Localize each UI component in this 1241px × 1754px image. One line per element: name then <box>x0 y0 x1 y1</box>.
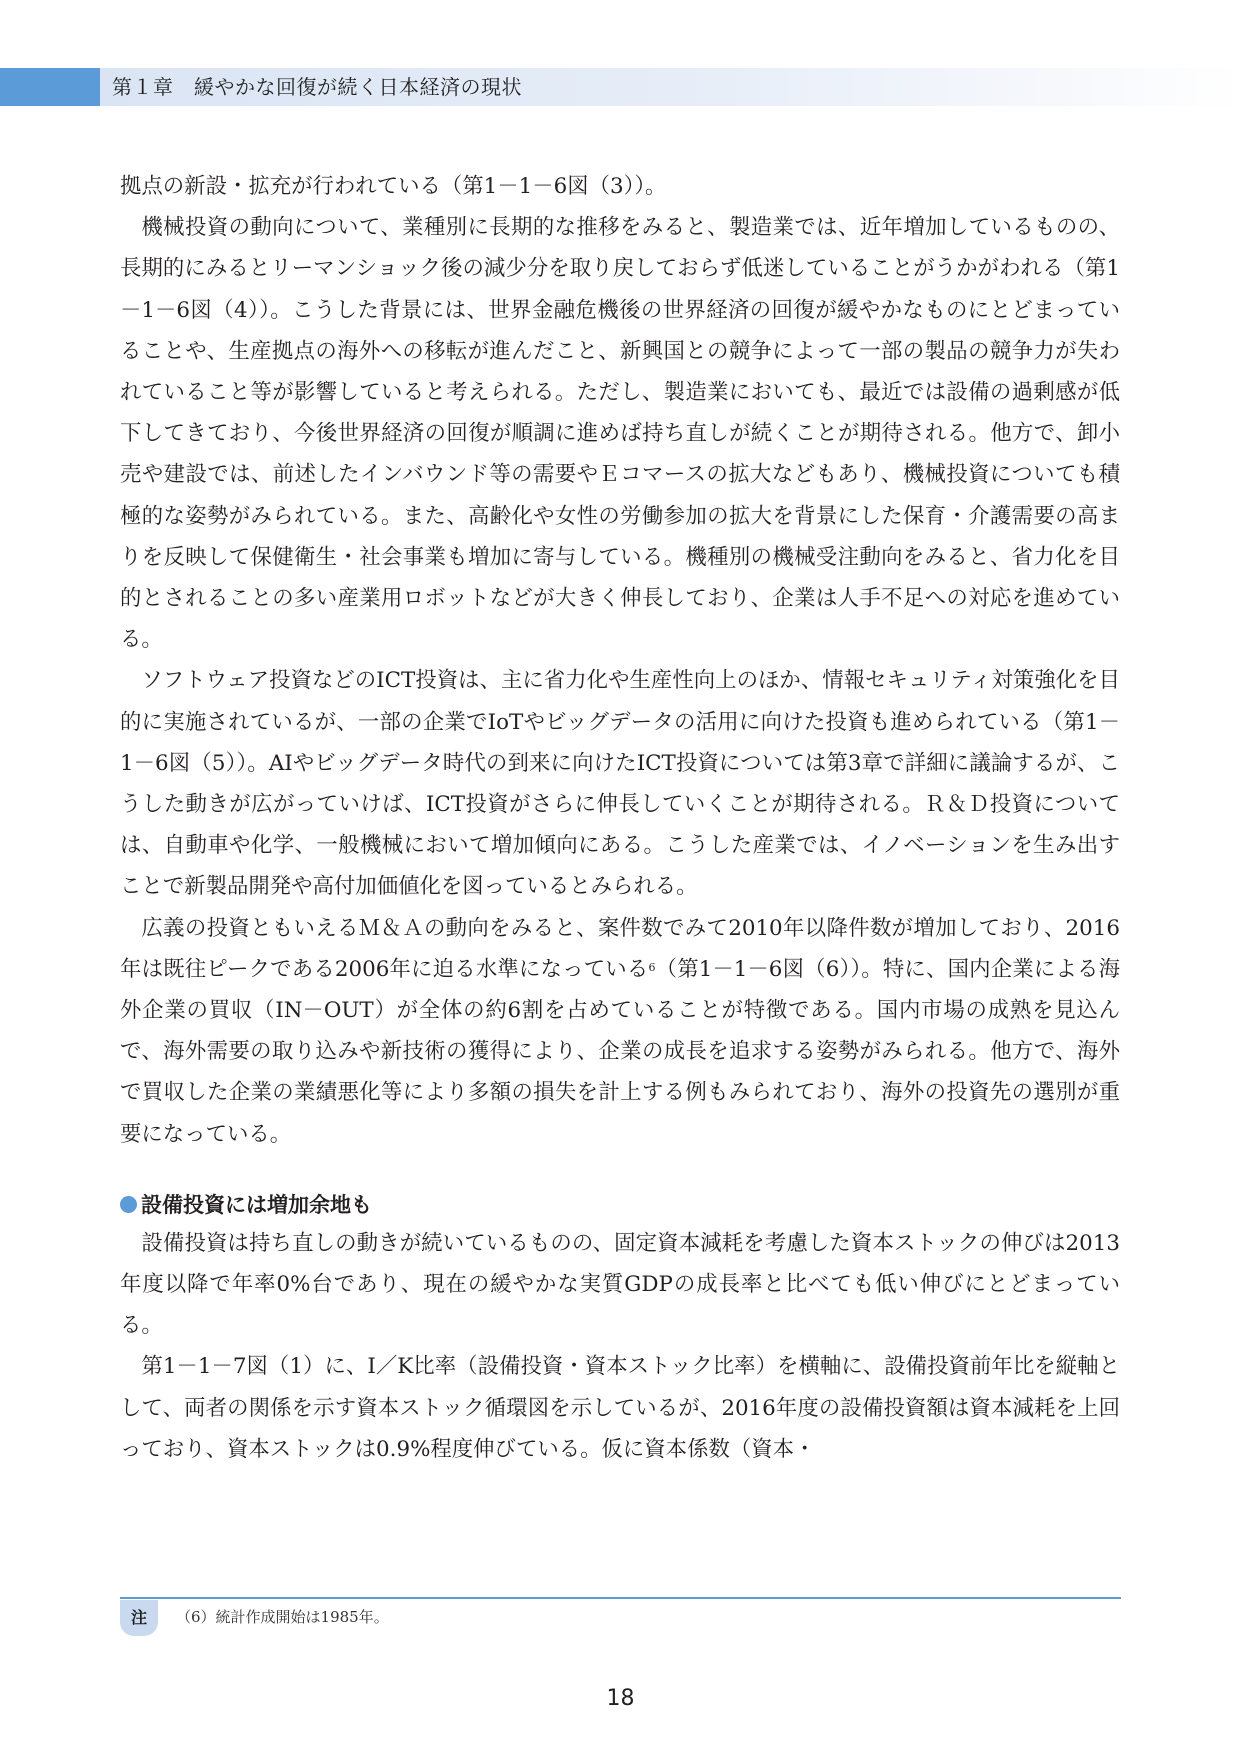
main-text <box>120 166 1120 1470</box>
chapter-header-accent <box>0 68 100 106</box>
footnote-marker: 6 <box>648 960 656 974</box>
paragraph-1: 拠点の新設・拡充が行われている（第1－1－6図（3））。 <box>120 174 667 199</box>
paragraph-4 <box>120 908 1120 1155</box>
paragraph-5: 設備投資は持ち直しの動きが続いているものの、固定資本減耗を考慮した資本ストックの伸びは2013年度以降で年率0%台であり、現在の緩やかな実質GDPの成長率と比べても低い伸びにとどまっている。 <box>120 1230 1120 1339</box>
footnote-text: （6）統計作成開始は1985年。 <box>176 1608 389 1626</box>
section-heading <box>120 1187 1120 1223</box>
paragraph-3: ソフトウェア投資などのICT投資は、主に省力化や生産性向上のほか、情報セキュリティ対策強化を目的に実施されているが、一部の企業でIoTやビッグデータの活用に向けた投資も進められている（第1－1－6図（5））。AIやビッグデータ時代の到来に向けたICT投資については第3章で詳細に議論するが、こうした動きが広がっていけば、ICT投資がさらに伸長していくことが期待される。Ｒ＆Ｄ投資については、自動車や化学、一般機械において増加傾向にある。こうした産業では、イノベーションを生み出すことで新製品開発や高付加価値化を図っているとみられる。 <box>120 668 1120 900</box>
paragraph-4-part-2: （第1－1－6図（6））。特に、国内企業による海外企業の買収（IN－OUT）が全体の約6割を占めていることが特徴である。国内市場の成熟を見込んで、海外需要の取り込みや新技術の獲得により、企業の成長を追求する姿勢がみられる。他方で、海外で買収した企業の業績悪化等により多額の損失を計上する例もみられており、海外の投資先の選別が重要になっている。 <box>120 956 1120 1147</box>
page-number: 18 <box>606 1686 635 1711</box>
footnote-badge: 注 <box>120 1600 158 1636</box>
chapter-title: 第１章 緩やかな回復が続く日本経済の現状 <box>112 75 522 99</box>
footnote-divider <box>120 1597 1121 1599</box>
paragraph-4-part-1: 広義の投資ともいえるＭ＆Ａの動向をみると、案件数でみて2010年以降件数が増加しており、2016年は既往ピークである2006年に迫る水準になっている <box>120 915 1120 982</box>
paragraph-2: 機械投資の動向について、業種別に長期的な推移をみると、製造業では、近年増加しているものの、長期的にみるとリーマンショック後の減少分を取り戻しておらず低迷していることがうかがわれる（第1－1－6図（4））。こうした背景には、世界金融危機後の世界経済の回復が緩やかなものにとどまっていることや、生産拠点の海外への移転が進んだこと、新興国との競争によって一部の製品の競争力が失われていること等が影響していると考えられる。ただし、製造業においても、最近では設備の過剰感が低下してきており、今後世界経済の回復が順調に進めば持ち直しが続くことが期待される。他方で、卸小売や建設では、前述したインバウンド等の需要やＥコマースの拡大などもあり、機械投資についても積極的な姿勢がみられている。また、高齢化や女性の労働参加の拡大を背景にした保育・介護需要の高まりを反映して保健衛生・社会事業も増加に寄与している。機種別の機械受注動向をみると、省力化を目的とされることの多い産業用ロボットなどが大きく伸長しており、企業は人手不足への対応を進めている。 <box>120 215 1120 653</box>
section-heading-text: 設備投資には増加余地も <box>141 1192 372 1217</box>
bullet-dot-icon <box>120 1196 137 1213</box>
paragraph-6: 第1－1－7図（1）に、I／K比率（設備投資・資本ストック比率）を横軸に、設備投資前年比を縦軸として、両者の関係を示す資本ストック循環図を示しているが、2016年度の設備投資額は資本減耗を上回っており、資本ストックは0.9%程度伸びている。仮に資本係数（資本・ <box>120 1354 1120 1462</box>
